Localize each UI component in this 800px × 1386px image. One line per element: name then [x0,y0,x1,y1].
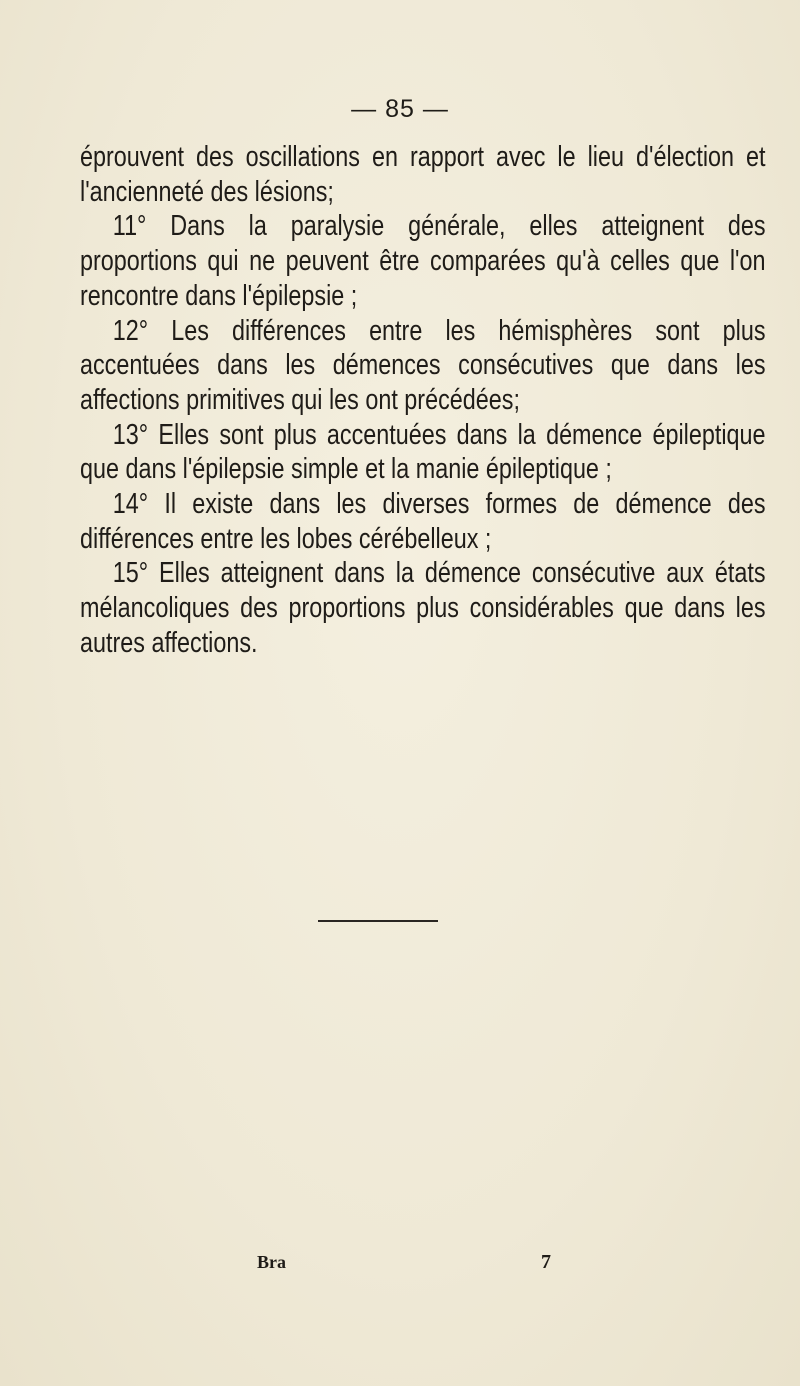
paragraph-continuation: éprouvent des oscillations en rapport avec le lieu d'élection et l'ancienneté des lésions; [80,141,766,208]
paragraph-item-14: 14° Il existe dans les diverses formes de démence des différences entre les lobes cérébelleux ; [80,488,766,555]
footer-signature-mark: Bra [257,1252,286,1272]
paragraph-item-15: 15° Elles atteignent dans la démence consécutive aux états mélancoliques des proportions plus considérables que dans les autres affections. [80,557,766,659]
body-text [80,140,766,661]
page-number: — 85 — [351,95,449,123]
section-end-rule [318,920,438,922]
paragraph-item-12: 12° Les différences entre les hémisphères sont plus accentuées dans les démences consécutives que dans les affections primitives qui les ont précédées; [80,314,766,416]
footer-sheet-number: 7 [541,1251,551,1273]
paragraph-item-13: 13° Elles sont plus accentuées dans la démence épileptique que dans l'épilepsie simple et la manie épileptique ; [80,418,766,486]
paragraph-item-11: 11° Dans la paralysie générale, elles atteignent des proportions qui ne peuvent être comparées qu'à celles que l'on rencontre dans l'épilepsie ; [80,210,766,312]
